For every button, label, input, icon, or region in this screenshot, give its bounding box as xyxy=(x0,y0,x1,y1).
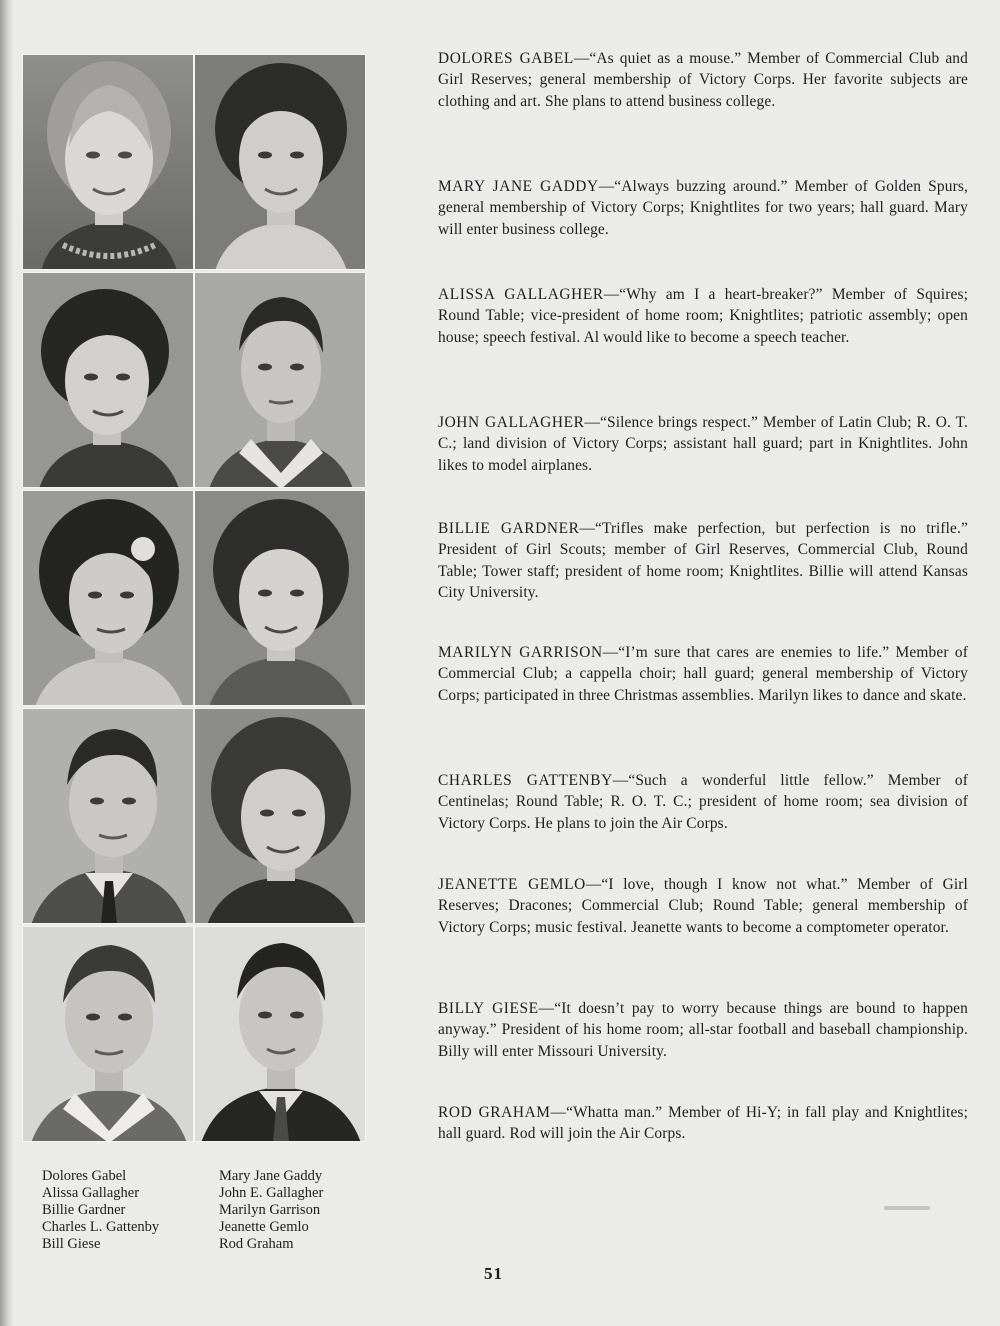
portrait-mary-jane-gaddy xyxy=(194,54,366,270)
portrait-dolores-gabel xyxy=(22,54,194,270)
bio-paragraph xyxy=(438,1102,968,1145)
bio-text: —“Silence brings respect.” Member of Latin Club; R. O. T. C.; land division of Victory Corps; assistant hall guard; part in Knightlites. John likes to model airplanes. xyxy=(438,414,968,474)
bio-name: ALISSA GALLAGHER xyxy=(438,286,604,303)
portrait-marilyn-garrison xyxy=(194,490,366,706)
bio-paragraph xyxy=(438,518,968,603)
caption-name: Charles L. Gattenby xyxy=(42,1219,160,1235)
portrait-charles-gattenby xyxy=(22,708,194,924)
caption-name: Billie Gardner xyxy=(42,1202,126,1218)
bio-paragraph xyxy=(438,998,968,1062)
bio-name: BILLY GIESE xyxy=(438,1000,539,1017)
bio-name: JEANETTE GEMLO xyxy=(438,876,586,893)
caption-name: Bill Giese xyxy=(42,1236,101,1252)
caption-list-left xyxy=(42,1168,159,1253)
portrait-bill-giese xyxy=(22,926,194,1142)
bio-text: —“As quiet as a mouse.” Member of Commercial Club and Girl Reserves; general membership of Victory Corps. Her favorite subjects are clothing and art. She plans to attend business college. xyxy=(438,50,968,110)
caption-name: Jeanette Gemlo xyxy=(219,1219,309,1235)
caption-name: Alissa Gallagher xyxy=(42,1185,140,1201)
bio-text: —“Trifles make perfection, but perfection is no trifle.” President of Girl Scouts; member of Girl Reserves, Commercial Club, Round Table; Tower staff; president of home room; Knightlites. Billie will attend Kansas City University. xyxy=(438,520,968,601)
bio-name: JOHN GALLAGHER xyxy=(438,414,585,431)
bio-text: —“It doesn’t pay to worry because things are bound to happen anyway.” President of his home room; all-star football and baseball championship. Billy will enter Missouri University. xyxy=(438,1000,968,1060)
caption-name: Marilyn Garrison xyxy=(219,1202,321,1218)
caption-name: Rod Graham xyxy=(219,1236,294,1252)
bio-text: —“Such a wonderful little fellow.” Member of Centinelas; Round Table; R. O. T. C.; president of home room; sea division of Victory Corps. He plans to join the Air Corps. xyxy=(438,772,968,832)
bio-name: MARY JANE GADDY xyxy=(438,178,599,195)
caption-name: John E. Gallagher xyxy=(219,1185,324,1201)
bio-paragraph xyxy=(438,770,968,834)
bio-paragraph xyxy=(438,874,968,938)
bio-paragraph xyxy=(438,284,968,348)
bio-name: ROD GRAHAM xyxy=(438,1104,551,1121)
print-smudge xyxy=(884,1206,930,1210)
caption-name: Mary Jane Gaddy xyxy=(219,1168,323,1184)
portrait-john-gallagher xyxy=(194,272,366,488)
caption-name: Dolores Gabel xyxy=(42,1168,127,1184)
bio-text: —“Why am I a heart-breaker?” Member of Squires; Round Table; vice-president of home room; Knightlites; patriotic assembly; open house; speech festival. Al would like to become a speech teacher. xyxy=(438,286,969,346)
portrait-billie-gardner xyxy=(22,490,194,706)
bio-text: —“I love, though I know not what.” Member of Girl Reserves; Dracones; Commercial Club; Round Table; general membership of Victory Corps; music festival. Jeanette wants to become a comptometer operator. xyxy=(438,876,968,936)
bio-name: CHARLES GATTENBY xyxy=(438,772,613,789)
portrait-jeanette-gemlo xyxy=(194,708,366,924)
bio-paragraph xyxy=(438,412,968,476)
bio-text: —“I’m sure that cares are enemies to life.” Member of Commercial Club; a cappella choir; hall guard; general membership of Victory Corps; participated in three Christmas assemblies. Marilyn likes to dance and skate. xyxy=(438,644,968,704)
bio-paragraph xyxy=(438,176,968,240)
page-spine-shadow xyxy=(0,0,14,1326)
bio-text: —“Always buzzing around.” Member of Golden Spurs, general membership of Victory Corps; Knightlites for two years; hall guard. Mary will enter business college. xyxy=(438,178,968,238)
bio-paragraph xyxy=(438,48,968,112)
bio-name: BILLIE GARDNER xyxy=(438,520,580,537)
bio-paragraph xyxy=(438,642,968,706)
bio-text: —“Whatta man.” Member of Hi-Y; in fall play and Knightlites; hall guard. Rod will join the Air Corps. xyxy=(438,1104,968,1143)
caption-list-right xyxy=(219,1168,323,1253)
bio-name: MARILYN GARRISON xyxy=(438,644,603,661)
bio-name: DOLORES GABEL xyxy=(438,50,574,67)
portrait-grid xyxy=(22,54,372,1146)
portrait-alissa-gallagher xyxy=(22,272,194,488)
portrait-rod-graham xyxy=(194,926,366,1142)
page-number: 51 xyxy=(484,1264,503,1283)
